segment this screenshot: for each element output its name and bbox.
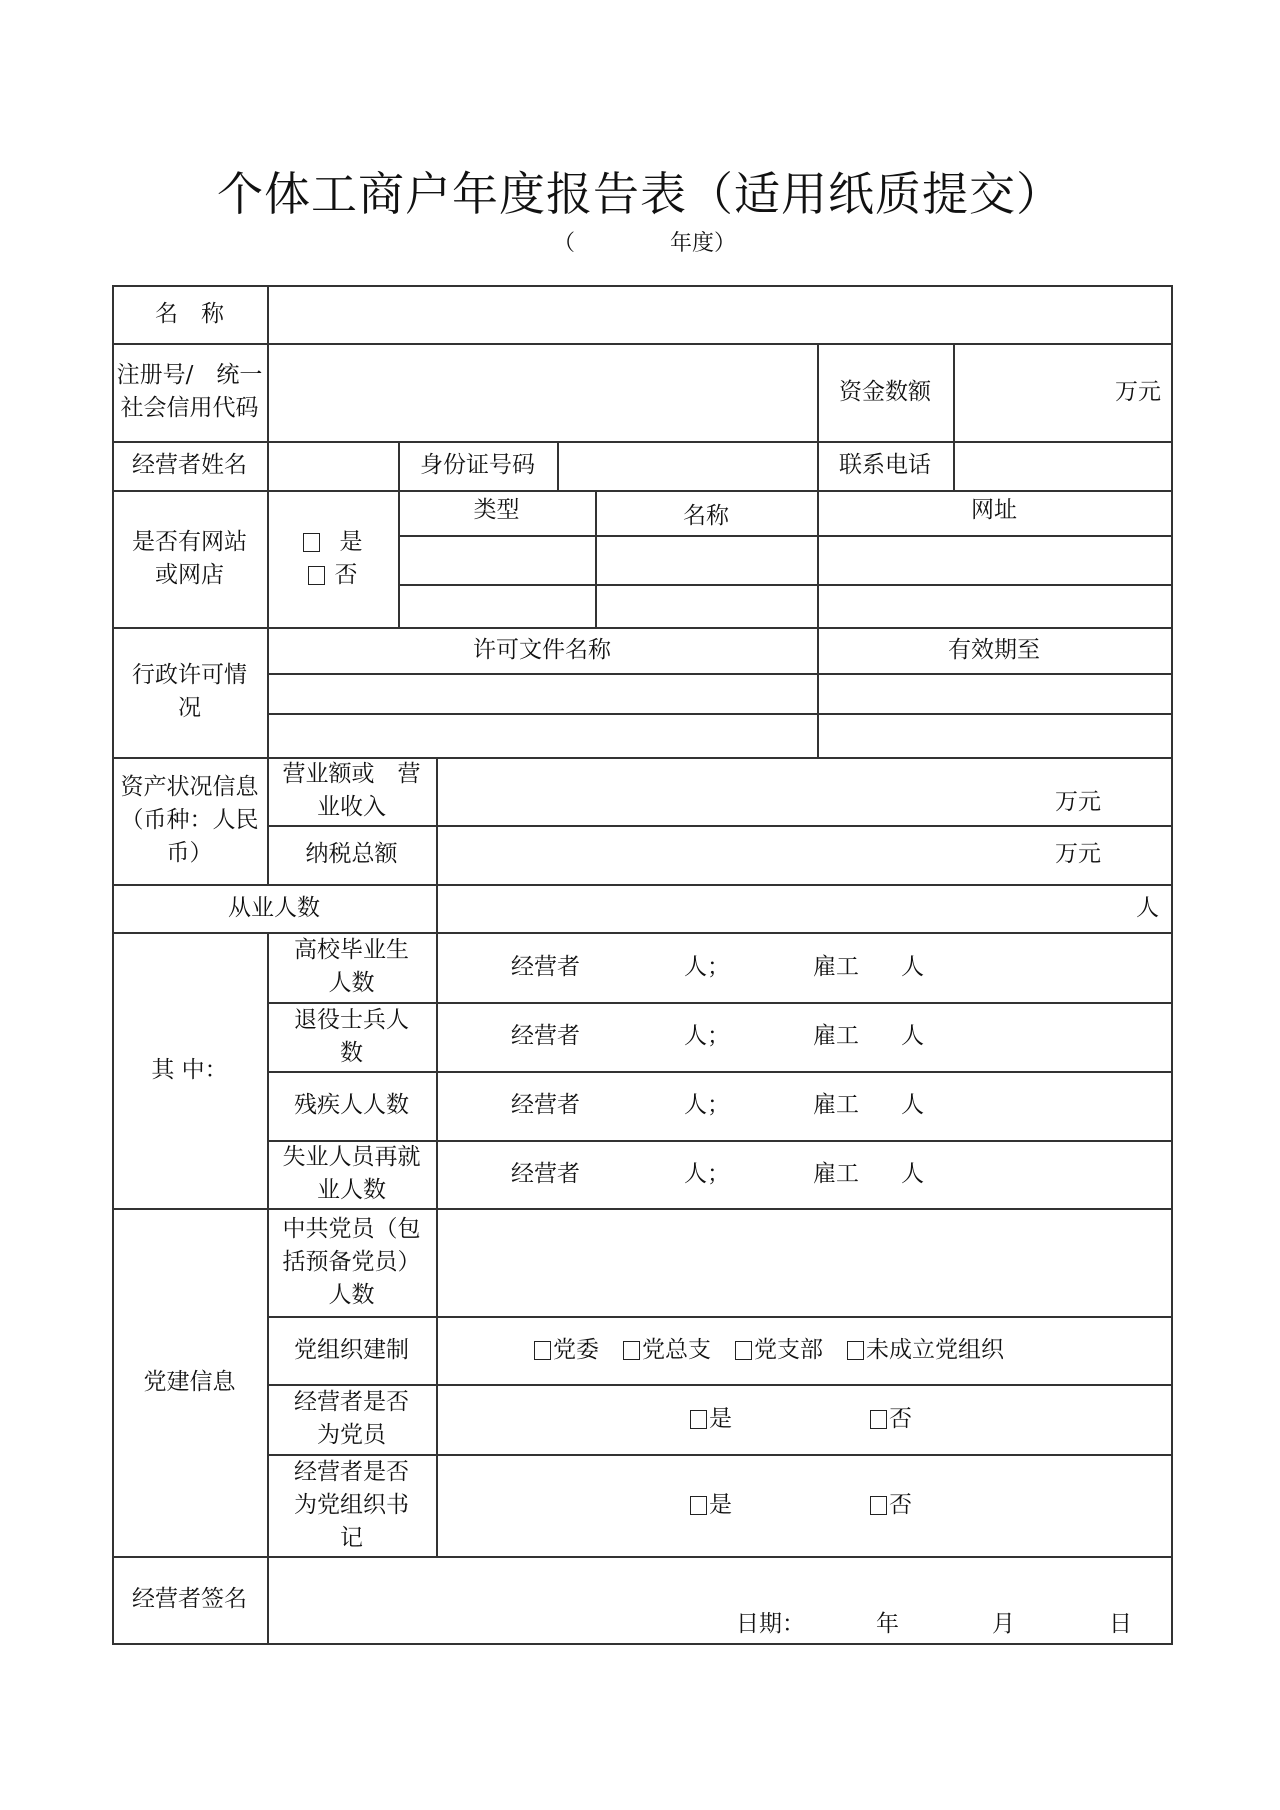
header-valid-until: 有效期至 (948, 636, 1040, 663)
party-org-option-general-branch[interactable]: 党总支 (623, 1334, 711, 1367)
label-signature: 经营者签名 (132, 1586, 247, 1612)
label-disabled: 残疾人人数 (294, 1092, 409, 1118)
license-valid-field-1[interactable] (819, 675, 1169, 711)
label-id-number: 身份证号码 (420, 452, 535, 478)
veterans-field[interactable]: 经营者 人； 雇工 人 (511, 1023, 924, 1049)
checkbox-icon[interactable] (623, 1341, 640, 1360)
is-member-no-option[interactable]: 否 (870, 1403, 912, 1436)
capital-unit: 万元 (1115, 378, 1161, 405)
checkbox-icon[interactable] (690, 1410, 707, 1429)
website-yes-option[interactable]: 是 (303, 526, 363, 559)
header-type: 类型 (473, 496, 520, 523)
website-name-field-1[interactable] (597, 537, 815, 582)
date-day[interactable]: 日 (1109, 1611, 1132, 1637)
label-veterans: 退役士兵人数 (294, 1006, 409, 1066)
reemployed-field[interactable]: 经营者 人； 雇工 人 (511, 1160, 924, 1187)
website-no-option[interactable]: 否 (308, 559, 358, 592)
phone-field[interactable] (955, 443, 1169, 488)
checkbox-icon[interactable] (847, 1341, 864, 1360)
is-member-options (436, 1384, 1171, 1454)
checkbox-icon[interactable] (690, 1496, 707, 1515)
label-registration: 注册号/ 统一社会信用代码 (116, 362, 263, 421)
signature-field[interactable] (269, 1558, 1169, 1608)
party-members-field[interactable] (438, 1210, 1169, 1314)
id-number-field[interactable] (559, 443, 815, 488)
page-title: 个体工商户年度报告表（适用纸质提交） (217, 167, 1063, 221)
party-org-option-none[interactable]: 未成立党组织 (847, 1334, 1004, 1367)
checkbox-icon[interactable] (303, 533, 320, 552)
date-month[interactable]: 月 (992, 1611, 1015, 1637)
label-graduates: 高校毕业生人数 (294, 937, 409, 996)
tax-unit: 万元 (1055, 841, 1101, 867)
label-phone: 联系电话 (839, 452, 931, 478)
label-is-secretary: 经营者是否为党组织书记 (294, 1458, 409, 1551)
website-type-field-1[interactable] (400, 537, 593, 582)
website-name-field-2[interactable] (597, 586, 815, 625)
checkbox-icon[interactable] (870, 1496, 887, 1515)
checkbox-icon[interactable] (735, 1341, 752, 1360)
label-tax: 纳税总额 (305, 841, 398, 867)
subtitle-year-label: 年度） (670, 231, 737, 256)
label-party-org: 党组织建制 (294, 1336, 409, 1363)
label-revenue: 营业额或 营业收入 (282, 761, 421, 820)
label-party-members: 中共党员（包括预备党员）人数 (282, 1215, 421, 1308)
license-doc-field-2[interactable] (269, 715, 815, 755)
is-secretary-no-option[interactable]: 否 (870, 1489, 912, 1522)
employees-field[interactable] (436, 884, 1171, 932)
is-secretary-yes-option[interactable]: 是 (690, 1489, 732, 1522)
license-doc-field-1[interactable] (269, 675, 815, 711)
signature-date (736, 1608, 1132, 1641)
header-site-name: 名称 (683, 502, 729, 529)
operator-name-field[interactable] (269, 443, 396, 488)
party-org-option-committee[interactable]: 党委 (534, 1334, 599, 1367)
date-label: 日期： (736, 1611, 805, 1637)
header-license-doc: 许可文件名称 (473, 636, 611, 663)
is-secretary-options (436, 1454, 1171, 1556)
label-license: 行政许可情况 (132, 662, 247, 721)
website-type-field-2[interactable] (400, 586, 593, 625)
label-name: 名 称 (155, 300, 224, 327)
party-org-options (436, 1316, 1171, 1384)
revenue-unit: 万元 (1055, 788, 1101, 815)
label-reemployed: 失业人员再就业人数 (282, 1144, 421, 1203)
subtitle-open-paren: （ (553, 231, 576, 256)
label-assets: 资产状况信息（币种：人民币） (120, 774, 259, 866)
revenue-field[interactable] (436, 757, 1171, 825)
graduates-field[interactable]: 经营者 人； 雇工 人 (511, 953, 924, 980)
label-website: 是否有网站或网店 (132, 528, 247, 588)
party-org-option-branch[interactable]: 党支部 (735, 1334, 823, 1367)
website-url-field-2[interactable] (819, 586, 1169, 625)
label-among: 其 中： (151, 1056, 228, 1083)
label-employees: 从业人数 (228, 894, 320, 921)
employees-unit: 人 (1136, 894, 1159, 921)
license-valid-field-2[interactable] (819, 715, 1169, 755)
label-operator-name: 经营者姓名 (132, 452, 247, 478)
date-year[interactable]: 年 (876, 1611, 899, 1637)
name-field[interactable] (269, 287, 1169, 341)
registration-number-field[interactable] (269, 345, 815, 439)
label-is-member: 经营者是否为党员 (294, 1389, 409, 1448)
checkbox-icon[interactable] (870, 1410, 887, 1429)
header-url: 网址 (971, 496, 1017, 523)
capital-field[interactable] (953, 343, 1171, 441)
is-member-yes-option[interactable]: 是 (690, 1403, 732, 1436)
website-options (267, 490, 398, 627)
website-url-field-1[interactable] (819, 537, 1169, 582)
tax-field[interactable] (436, 825, 1171, 884)
label-capital: 资金数额 (839, 378, 931, 405)
disabled-field[interactable]: 经营者 人； 雇工 人 (511, 1092, 924, 1118)
checkbox-icon[interactable] (308, 566, 325, 585)
label-party: 党建信息 (143, 1368, 236, 1395)
checkbox-icon[interactable] (534, 1341, 551, 1360)
